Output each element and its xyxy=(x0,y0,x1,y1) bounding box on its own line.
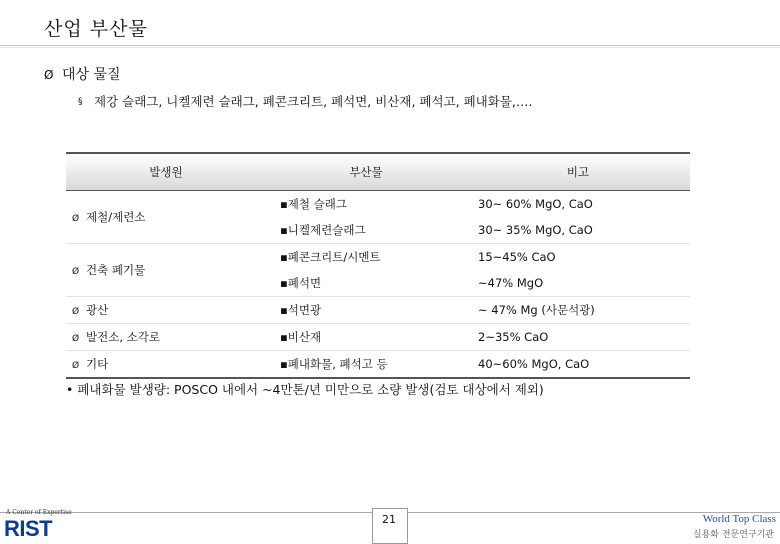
source-cell xyxy=(66,351,266,379)
brand-slogan: World Top Class xyxy=(702,513,776,525)
table-row xyxy=(66,324,690,351)
page-number: 21 xyxy=(382,513,396,526)
title-divider xyxy=(0,45,780,46)
source-label: 건축 폐기물 xyxy=(86,263,146,277)
table-row xyxy=(66,191,690,218)
arrow-bullet-icon: Ø xyxy=(72,214,80,224)
table-row xyxy=(66,244,690,271)
section-heading-text: 대상 물질 xyxy=(62,67,121,83)
arrow-bullet-icon: Ø xyxy=(72,307,80,317)
source-cell xyxy=(66,191,266,244)
note-cell: 40~60% MgO, CaO xyxy=(466,351,690,379)
source-label: 제철/제련소 xyxy=(86,210,146,224)
source-label: 발전소, 소각로 xyxy=(86,330,160,344)
page-title: 산업 부산물 xyxy=(44,18,148,40)
brand-subtitle: 실용화 전문연구기관 xyxy=(692,530,774,540)
note-cell: 30~ 35% MgO, CaO xyxy=(478,223,593,237)
note-cell: ~ 47% Mg (사문석광) xyxy=(466,297,690,324)
note-cell: ~47% MgO xyxy=(478,276,544,290)
arrow-bullet-icon: Ø xyxy=(44,68,54,82)
byproduct-cell: ▪폐내화물, 폐석고 등 xyxy=(266,351,466,379)
arrow-bullet-icon: Ø xyxy=(72,334,80,344)
table-row xyxy=(66,297,690,324)
target-materials-line xyxy=(78,92,532,110)
title-divider-shadow xyxy=(0,47,780,48)
header-note: 비고 xyxy=(466,153,690,191)
byproduct-table xyxy=(66,152,690,379)
source-label: 기타 xyxy=(86,357,109,371)
byproduct-cell: ▪폐석면 xyxy=(280,276,322,290)
section-heading xyxy=(44,64,121,84)
target-materials-text: 제강 슬래그, 니켈제련 슬래그, 폐콘크리트, 폐석면, 비산재, 폐석고, 폐내화물,…. xyxy=(94,94,533,109)
source-cell xyxy=(66,244,266,297)
byproduct-cell: ▪석면광 xyxy=(266,297,466,324)
footnote: • 폐내화물 발생량: POSCO 내에서 ~4만톤/년 미만으로 소량 발생(검토 대상에서 제외) xyxy=(66,382,544,397)
note-cell: 2~35% CaO xyxy=(466,324,690,351)
rist-logo: RIST xyxy=(4,516,53,541)
source-cell xyxy=(66,324,266,351)
arrow-bullet-icon: Ø xyxy=(72,361,80,371)
byproduct-cell: ▪비산재 xyxy=(266,324,466,351)
arrow-bullet-icon: Ø xyxy=(72,267,80,277)
byproduct-cell: ▪제철 슬래그 xyxy=(280,197,347,211)
square-bullet-icon: § xyxy=(78,97,83,107)
note-cell: 15~45% CaO xyxy=(466,244,690,271)
source-cell xyxy=(66,297,266,324)
table-header-row xyxy=(66,153,690,191)
header-byproduct: 부산물 xyxy=(266,153,466,191)
note-cell: 30~ 60% MgO, CaO xyxy=(478,197,593,211)
logo-tagline: A Center of Expertise xyxy=(6,509,72,516)
header-source: 발생원 xyxy=(66,153,266,191)
byproduct-cell: ▪니켈제련슬래그 xyxy=(280,223,366,237)
source-label: 광산 xyxy=(86,303,109,317)
byproduct-cell: ▪폐콘크리트/시멘트 xyxy=(266,244,466,271)
table-row xyxy=(66,351,690,379)
